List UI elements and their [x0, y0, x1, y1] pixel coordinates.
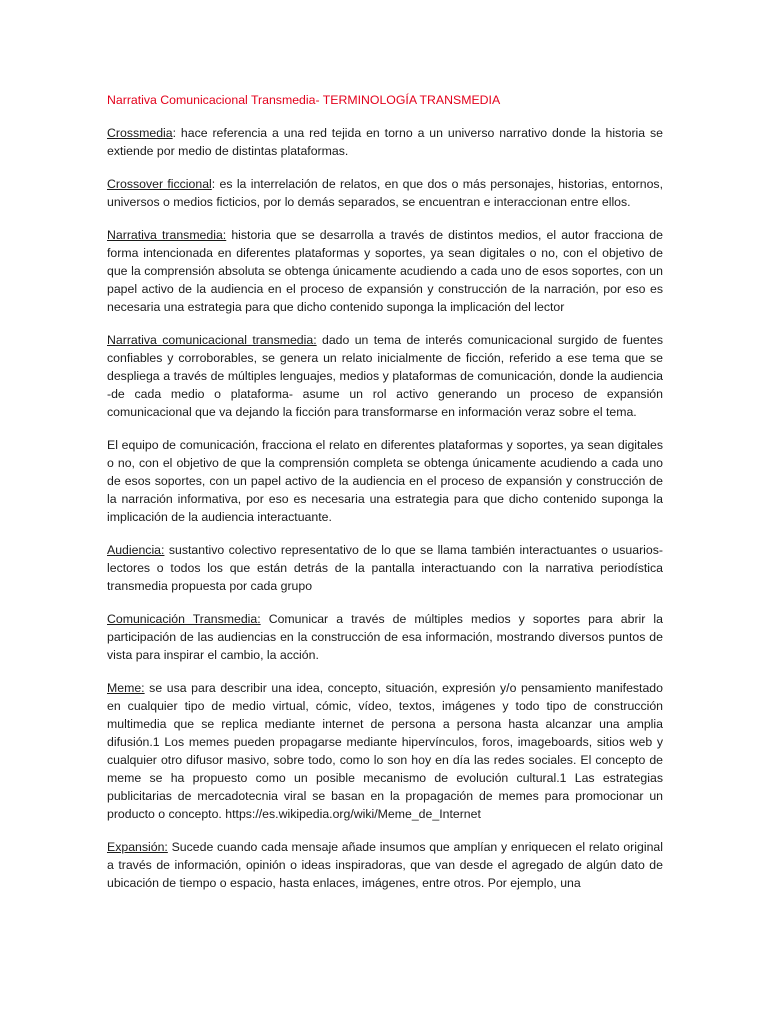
document-title: Narrativa Comunicacional Transmedia- TERMINOLOGÍA TRANSMEDIA	[107, 93, 501, 107]
definition-text: sustantivo colectivo representativo de lo que se llama también interactuantes o usuarios-lectores o todos los que están detrás de la pantalla interactuando con la narrativa periodística transmedia propuesta por cada grupo	[107, 543, 663, 593]
term-label: Crossover ficcional	[107, 177, 212, 191]
document-page	[107, 91, 663, 907]
definition-text: se usa para describir una idea, concepto, situación, expresión y/o pensamiento manifestado en cualquier tipo de medio virtual, cómic, vídeo, textos, imágenes y todo tipo de construcción multimedia que se replica mediante internet de persona a persona hasta alcanzar una amplia difusión.1 Los memes pueden propagarse mediante hipervínculos, foros, imageboards, sitios web y cualquier otro difusor masivo, sobre todo, como lo son hoy en día las redes sociales. El concepto de meme se ha propuesto como un posible mecanismo de evolución cultural.1 Las estrategias publicitarias de mercadotecnia viral se basan en la propagación de memes para promocionar un producto o concepto. https://es.wikipedia.org/wiki/Meme_de_Internet	[107, 681, 663, 821]
definition-text: es la interrelación de relatos, en que dos o más personajes, historias, entornos, universos o medios ficticios, por lo demás separados, se encuentran e interaccionan entre ellos.	[107, 177, 663, 209]
definition-narrativa-comunicacional-transmedia	[107, 331, 663, 421]
definition-text: Sucede cuando cada mensaje añade insumos que amplían y enriquecen el relato original a través de información, opinión o ideas inspiradoras, que van desde el agregado de algún dato de ubicación de tiempo o espacio, hasta enlaces, imágenes, entre otros. Por ejemplo, una	[107, 840, 663, 890]
definition-comunicacion-transmedia	[107, 610, 663, 664]
definition-narrativa-transmedia	[107, 226, 663, 316]
term-label: Narrativa comunicacional transmedia:	[107, 333, 317, 347]
definition-crossmedia	[107, 124, 663, 160]
term-label: Comunicación Transmedia:	[107, 612, 261, 626]
definition-expansion	[107, 838, 663, 892]
definition-text: Comunicar a través de múltiples medios y soportes para abrir la participación de las audiencias en la construcción de esa información, mostrando diversos puntos de vista para inspirar el cambio, la acción.	[107, 612, 663, 662]
definition-meme	[107, 679, 663, 823]
definition-text: historia que se desarrolla a través de distintos medios, el autor fracciona de forma intencionada en diferentes plataformas y soportes, ya sean digitales o no, con el objetivo de que la comprensión absoluta se obtenga únicamente acudiendo a cada uno de esos soportes, con un papel activo de la audiencia en el proceso de expansión y construcción de la narración, por eso es necesaria una estrategia para que dicho contenido suponga la implicación del lector	[107, 228, 663, 314]
definition-crossover-ficcional	[107, 175, 663, 211]
term-label: Meme:	[107, 681, 145, 695]
definition-text: hace referencia a una red tejida en torno a un universo narrativo donde la historia se extiende por medio de distintas plataformas.	[107, 126, 663, 158]
term-label: Crossmedia	[107, 126, 173, 140]
definition-text: El equipo de comunicación, fracciona el relato en diferentes plataformas y soportes, ya sean digitales o no, con el objetivo de que la comprensión completa se obtenga únicamente acudiendo a cada uno de esos soportes, con un papel activo de la audiencia en el proceso de expansión y construcción de la narración informativa, por eso es necesaria una estrategia para que dicho contenido suponga la implicación de la audiencia interactuante.	[107, 438, 663, 524]
definition-audiencia	[107, 541, 663, 595]
paragraph-equipo-comunicacion	[107, 436, 663, 526]
term-separator: :	[172, 126, 177, 140]
term-separator: :	[211, 177, 216, 191]
definition-text: dado un tema de interés comunicacional surgido de fuentes confiables y corroborables, se genera un relato inicialmente de ficción, referido a ese tema que se despliega a través de múltiples lenguajes, medios y plataformas de comunicación, donde la audiencia -de cada medio o plataforma- asume un rol activo generando un proceso de expansión comunicacional que va dejando la ficción para transformarse en información veraz sobre el tema.	[107, 333, 663, 419]
term-label: Expansión:	[107, 840, 168, 854]
term-label: Audiencia:	[107, 543, 165, 557]
term-label: Narrativa transmedia:	[107, 228, 227, 242]
